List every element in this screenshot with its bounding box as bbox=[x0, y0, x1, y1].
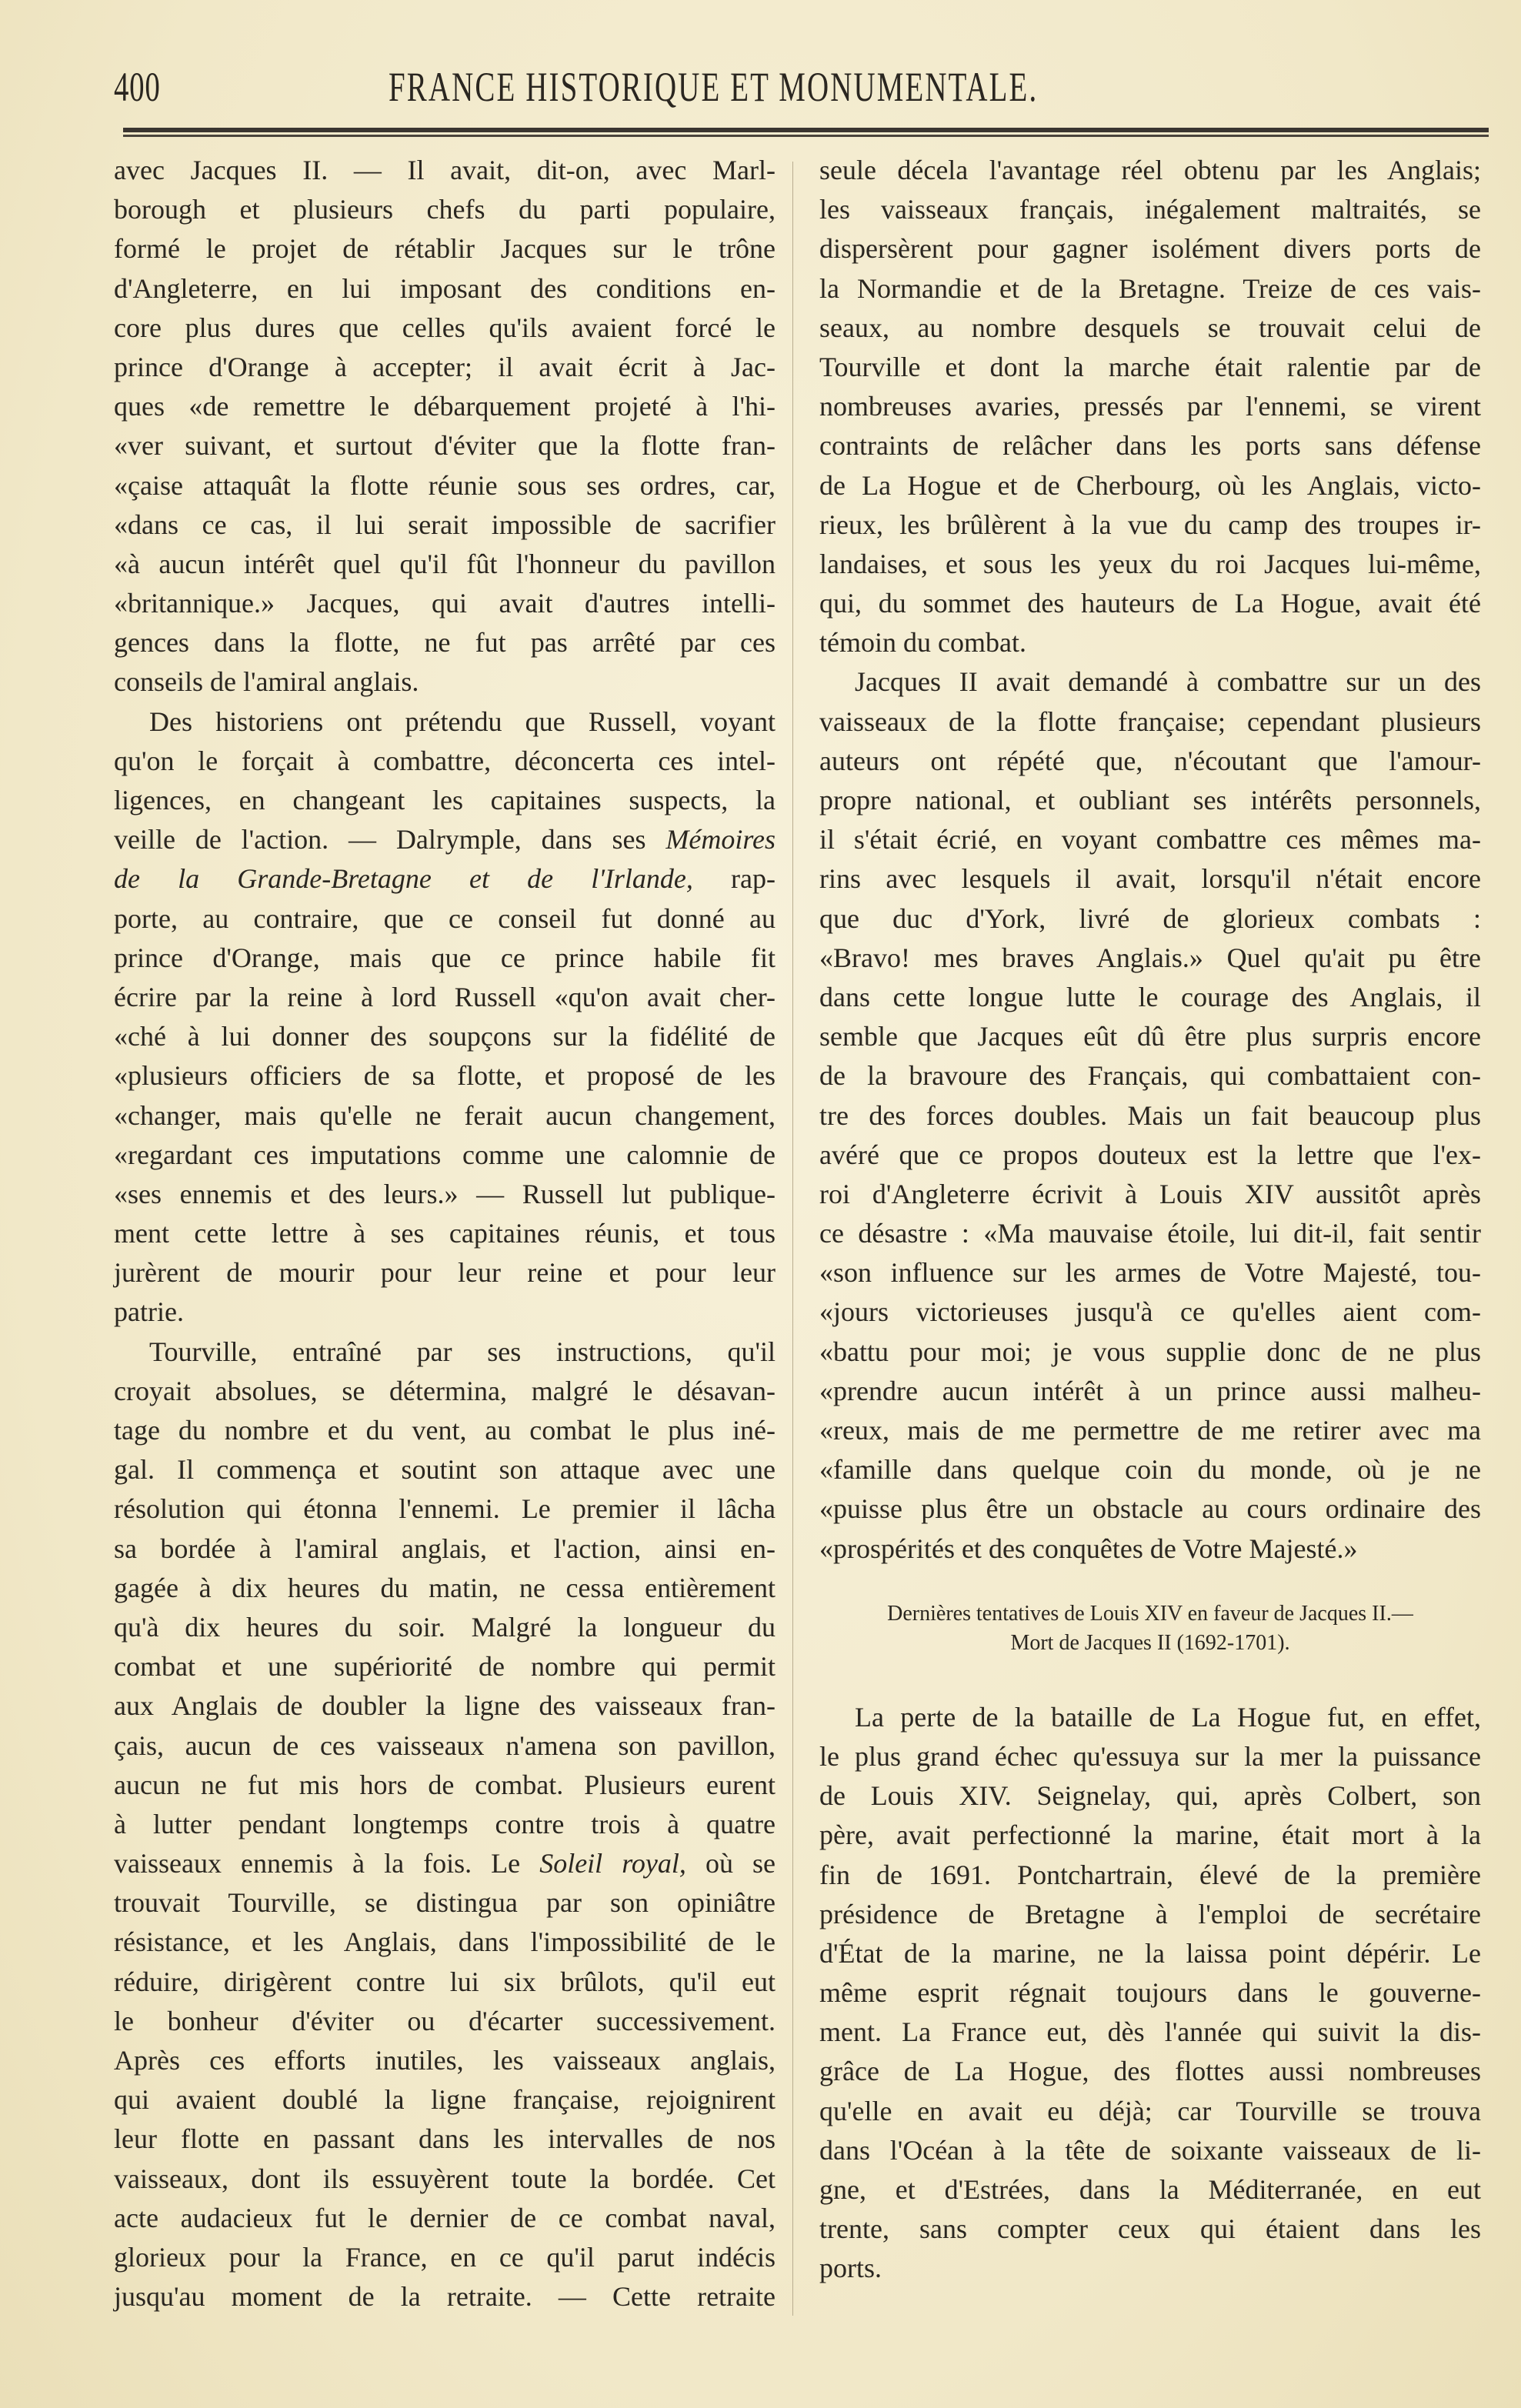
text-span: veille de l'action. — Dalrymple, dans ses bbox=[114, 824, 666, 855]
page-number: 400 bbox=[114, 64, 161, 110]
text-line: «famille dans quelque coin du monde, où je ne bbox=[819, 1454, 1481, 1486]
text-line: de la bravoure des Français, qui combattaient con- bbox=[819, 1060, 1481, 1092]
text-line: ligences, en changeant les capitaines suspects, la bbox=[114, 785, 776, 815]
text-line: «ver suivant, et surtout d'éviter que la flotte fran- bbox=[114, 430, 776, 462]
text-line: prince d'Orange à accepter; il avait écrit à Jac- bbox=[114, 351, 776, 382]
text-line: glorieux pour la France, en ce qu'il parut indécis bbox=[114, 2241, 776, 2273]
text-line: le bonheur d'éviter ou d'écarter successivement. bbox=[114, 2005, 776, 2036]
text-line: porte, au contraire, que ce conseil fut donné au bbox=[114, 902, 776, 934]
text-line: prince d'Orange, mais que ce prince habile fit bbox=[114, 942, 776, 973]
text-line: dans cette longue lutte le courage des Anglais, il bbox=[819, 981, 1481, 1012]
text-line: Jacques II avait demandé à combattre sur un des bbox=[855, 666, 1481, 698]
right-column bbox=[819, 151, 1481, 2289]
text-line: Tourville, entraîné par ses instructions, qu'il bbox=[149, 1336, 776, 1367]
column-divider bbox=[792, 162, 793, 2316]
text-line bbox=[114, 859, 776, 899]
text-line: ques «de remettre le débarquement projeté à l'hi- bbox=[114, 391, 776, 422]
text-line: vaisseaux, dont ils essuyèrent toute la bordée. Cet bbox=[114, 2163, 776, 2194]
text-line: dispersèrent pour gagner isolément divers ports de bbox=[819, 233, 1481, 265]
text-line: vaisseaux de la flotte française; cependant plusieurs bbox=[819, 705, 1481, 737]
text-line: qui avaient doublé la ligne française, rejoignirent bbox=[114, 2084, 776, 2116]
text-line: propre national, et oubliant ses intérêts personnels, bbox=[819, 785, 1481, 815]
text-line: «prospérités et des conquêtes de Votre Majesté.» bbox=[819, 1533, 1358, 1564]
text-line: «plusieurs officiers de sa flotte, et proposé de les bbox=[114, 1060, 776, 1092]
text-line: core plus dures que celles qu'ils avaient forcé le bbox=[114, 312, 776, 343]
text-line: «battu pour moi; je vous supplie donc de ne plus bbox=[819, 1336, 1481, 1367]
text-line: Après ces efforts inutiles, les vaisseaux anglais, bbox=[114, 2045, 776, 2076]
text-line: père, avait perfectionné la marine, était mort à la bbox=[819, 1819, 1481, 1851]
text-line: il s'était écrié, en voyant combattre ces mêmes ma- bbox=[819, 824, 1481, 855]
text-line: tage du nombre et du vent, au combat le plus iné- bbox=[114, 1415, 776, 1446]
text-line: la Normandie et de la Bretagne. Treize de ces vais- bbox=[819, 272, 1481, 304]
text-line: Des historiens ont prétendu que Russell, voyant bbox=[149, 705, 776, 737]
text-line: Tourville et dont la marche était ralentie par de bbox=[819, 351, 1481, 382]
paragraph bbox=[114, 1332, 776, 2317]
text-line: croyait absolues, se détermina, malgré le désavan- bbox=[114, 1375, 776, 1406]
text-line: acte audacieux fut le dernier de ce combat naval, bbox=[114, 2202, 776, 2233]
text-line: «à aucun intérêt quel qu'il fût l'honneur du pavillon bbox=[114, 548, 776, 579]
text-line: seule décela l'avantage réel obtenu par les Anglais; bbox=[819, 155, 1481, 185]
text-line: réduire, dirigèrent contre lui six brûlots, qu'il eut bbox=[114, 1966, 776, 1997]
text-line: témoin du combat. bbox=[819, 627, 1026, 659]
text-line: que duc d'York, livré de glorieux combats : bbox=[819, 902, 1481, 934]
paragraph bbox=[819, 662, 1481, 1568]
paragraph bbox=[114, 702, 776, 1332]
text-line bbox=[114, 820, 776, 859]
text-line: nombreuses avaries, pressés par l'ennemi, se virent bbox=[819, 391, 1481, 422]
text-span: vaisseaux ennemis à la fois. Le bbox=[114, 1848, 540, 1879]
text-line: fin de 1691. Pontchartrain, élevé de la première bbox=[819, 1859, 1481, 1890]
text-line: avec Jacques II. — Il avait, dit-on, avec Marl- bbox=[114, 155, 776, 185]
text-line: «puisse plus être un obstacle au cours ordinaire des bbox=[819, 1493, 1481, 1525]
text-line: trouvait Tourville, se distingua par son opiniâtre bbox=[114, 1887, 776, 1919]
text-line: «ché à lui donner des soupçons sur la fidélité de bbox=[114, 1021, 776, 1052]
text-line: les vaisseaux français, inégalement maltraités, se bbox=[819, 194, 1481, 225]
text-line: écrire par la reine à lord Russell «qu'on avait cher- bbox=[114, 981, 776, 1012]
text-line: «changer, mais qu'elle ne ferait aucun changement, bbox=[114, 1099, 776, 1131]
text-line: patrie. bbox=[114, 1296, 184, 1328]
text-line: qu'à dix heures du soir. Malgré la longueur du bbox=[114, 1611, 776, 1643]
text-line: ce désastre : «Ma mauvaise étoile, lui dit-il, fait sentir bbox=[819, 1218, 1481, 1249]
right-column-top bbox=[819, 151, 1481, 1569]
text-line: «reux, mais de me permettre de me retirer avec ma bbox=[819, 1415, 1481, 1446]
text-line: gagée à dix heures du matin, ne cessa entièrement bbox=[114, 1572, 776, 1603]
text-line: semble que Jacques eût dû être plus surpris encore bbox=[819, 1021, 1481, 1052]
text-line: qu'elle en avait eu déjà; car Tourville se trouva bbox=[819, 2095, 1481, 2126]
text-line: «son influence sur les armes de Votre Majesté, tou- bbox=[819, 1257, 1481, 1289]
text-line: avéré que ce propos douteux est la lettre que l'ex- bbox=[819, 1139, 1481, 1170]
text-line: «prendre aucun intérêt à un prince aussi malheu- bbox=[819, 1375, 1481, 1406]
text-line: aux Anglais de doubler la ligne des vaisseaux fran- bbox=[114, 1690, 776, 1722]
text-line: ment cette lettre à ses capitaines réunis, et tous bbox=[114, 1218, 776, 1249]
text-line: résolution qui étonna l'ennemi. Le premier il lâcha bbox=[114, 1493, 776, 1525]
text-line: qui, du sommet des hauteurs de La Hogue, avait été bbox=[819, 588, 1481, 619]
text-line: leur flotte en passant dans les intervalles de nos bbox=[114, 2123, 776, 2155]
text-line: résistance, et les Anglais, dans l'impossibilité de le bbox=[114, 1926, 776, 1958]
right-column-bottom bbox=[819, 1698, 1481, 2289]
text-line: même esprit régnait toujours dans le gouverne- bbox=[819, 1977, 1481, 2009]
text-line: qu'on le forçait à combattre, déconcerta ces intel- bbox=[114, 745, 776, 776]
text-line: le plus grand échec qu'essuya sur la mer la puissance bbox=[819, 1740, 1481, 1772]
text-line: dans l'Océan à la tête de soixante vaisseaux de li- bbox=[819, 2134, 1481, 2166]
text-line: gne, et d'Estrées, dans la Méditerranée, en eut bbox=[819, 2174, 1481, 2205]
italic-title: Soleil royal, bbox=[539, 1848, 686, 1879]
text-line: sa bordée à l'amiral anglais, et l'action, ainsi en- bbox=[114, 1533, 776, 1564]
text-line: «regardant ces imputations comme une calomnie de bbox=[114, 1139, 776, 1170]
text-line: «jours victorieuses jusqu'à ce qu'elles aient com- bbox=[819, 1296, 1481, 1328]
text-line: jurèrent de mourir pour leur reine et pour leur bbox=[114, 1257, 776, 1289]
text-line: contraints de relâcher dans les ports sans défense bbox=[819, 430, 1481, 462]
text-span: où se bbox=[685, 1848, 776, 1879]
text-line bbox=[114, 1844, 776, 1883]
text-line: jusqu'au moment de la retraite. — Cette retraite bbox=[114, 2281, 776, 2313]
text-line: ment. La France eut, dès l'année qui suivit la dis- bbox=[819, 2016, 1481, 2048]
text-line: d'État de la marine, ne la laissa point dépérir. Le bbox=[819, 1937, 1481, 1969]
text-line: à lutter pendant longtemps contre trois à quatre bbox=[114, 1808, 776, 1839]
text-line: çais, aucun de ces vaisseaux n'amena son pavillon, bbox=[114, 1729, 776, 1761]
paragraph bbox=[114, 151, 776, 702]
text-line: gences dans la flotte, ne fut pas arrêté par ces bbox=[114, 627, 776, 659]
paragraph bbox=[819, 1698, 1481, 2289]
section-heading bbox=[819, 1599, 1481, 1658]
text-line: d'Angleterre, en lui imposant des conditions en- bbox=[114, 272, 776, 304]
text-line: auteurs ont répété que, n'écoutant que l'amour- bbox=[819, 745, 1481, 776]
text-line: présidence de Bretagne à l'emploi de secrétaire bbox=[819, 1898, 1481, 1929]
text-span: rap- bbox=[692, 863, 776, 895]
text-line: «dans ce cas, il lui serait impossible de sacrifier bbox=[114, 509, 776, 540]
text-line: seaux, au nombre desquels se trouvait celui de bbox=[819, 312, 1481, 343]
text-line: «Bravo! mes braves Anglais.» Quel qu'ait pu être bbox=[819, 942, 1481, 973]
text-line: de La Hogue et de Cherbourg, où les Anglais, victo- bbox=[819, 469, 1481, 501]
text-line: ports. bbox=[819, 2253, 882, 2284]
header-rule bbox=[123, 128, 1489, 138]
text-line: «çaise attaquât la flotte réunie sous ses ordres, car, bbox=[114, 469, 776, 501]
italic-title: de la Grande-Bretagne et de l'Irlande, bbox=[114, 863, 693, 895]
text-line: landaises, et sous les yeux du roi Jacques lui-même, bbox=[819, 548, 1481, 579]
running-title: FRANCE HISTORIQUE ET MONUMENTALE. bbox=[389, 64, 1039, 110]
text-line: conseils de l'amiral anglais. bbox=[114, 666, 419, 698]
text-line: rieux, les brûlèrent à la vue du camp des troupes ir- bbox=[819, 509, 1481, 540]
text-line: formé le projet de rétablir Jacques sur le trône bbox=[114, 233, 776, 265]
section-heading-line: Mort de Jacques II (1692-1701). bbox=[1010, 1630, 1290, 1655]
text-line: roi d'Angleterre écrivit à Louis XIV aussitôt après bbox=[819, 1178, 1481, 1209]
text-line: «britannique.» Jacques, qui avait d'autres intelli- bbox=[114, 588, 776, 619]
text-line: de Louis XIV. Seignelay, qui, après Colbert, son bbox=[819, 1780, 1481, 1812]
paragraph bbox=[819, 151, 1481, 662]
text-line: grâce de La Hogue, des flottes aussi nombreuses bbox=[819, 2056, 1481, 2087]
text-line: borough et plusieurs chefs du parti populaire, bbox=[114, 194, 776, 225]
text-line: trente, sans compter ceux qui étaient dans les bbox=[819, 2213, 1481, 2245]
left-column bbox=[114, 151, 776, 2316]
text-line: «ses ennemis et des leurs.» — Russell lut publique- bbox=[114, 1178, 776, 1209]
text-line: aucun ne fut mis hors de combat. Plusieurs eurent bbox=[114, 1769, 776, 1800]
text-line: tre des forces doubles. Mais un fait beaucoup plus bbox=[819, 1099, 1481, 1131]
text-line: gal. Il commença et soutint son attaque avec une bbox=[114, 1454, 776, 1486]
italic-title: Mémoires bbox=[665, 824, 776, 855]
text-line: La perte de la bataille de La Hogue fut, en effet, bbox=[855, 1701, 1481, 1733]
text-line: rins avec lesquels il avait, lorsqu'il n'était encore bbox=[819, 863, 1481, 895]
section-heading-line: Dernières tentatives de Louis XIV en faveur de Jacques II.— bbox=[887, 1601, 1413, 1626]
text-line: combat et une supériorité de nombre qui permit bbox=[114, 1651, 776, 1683]
